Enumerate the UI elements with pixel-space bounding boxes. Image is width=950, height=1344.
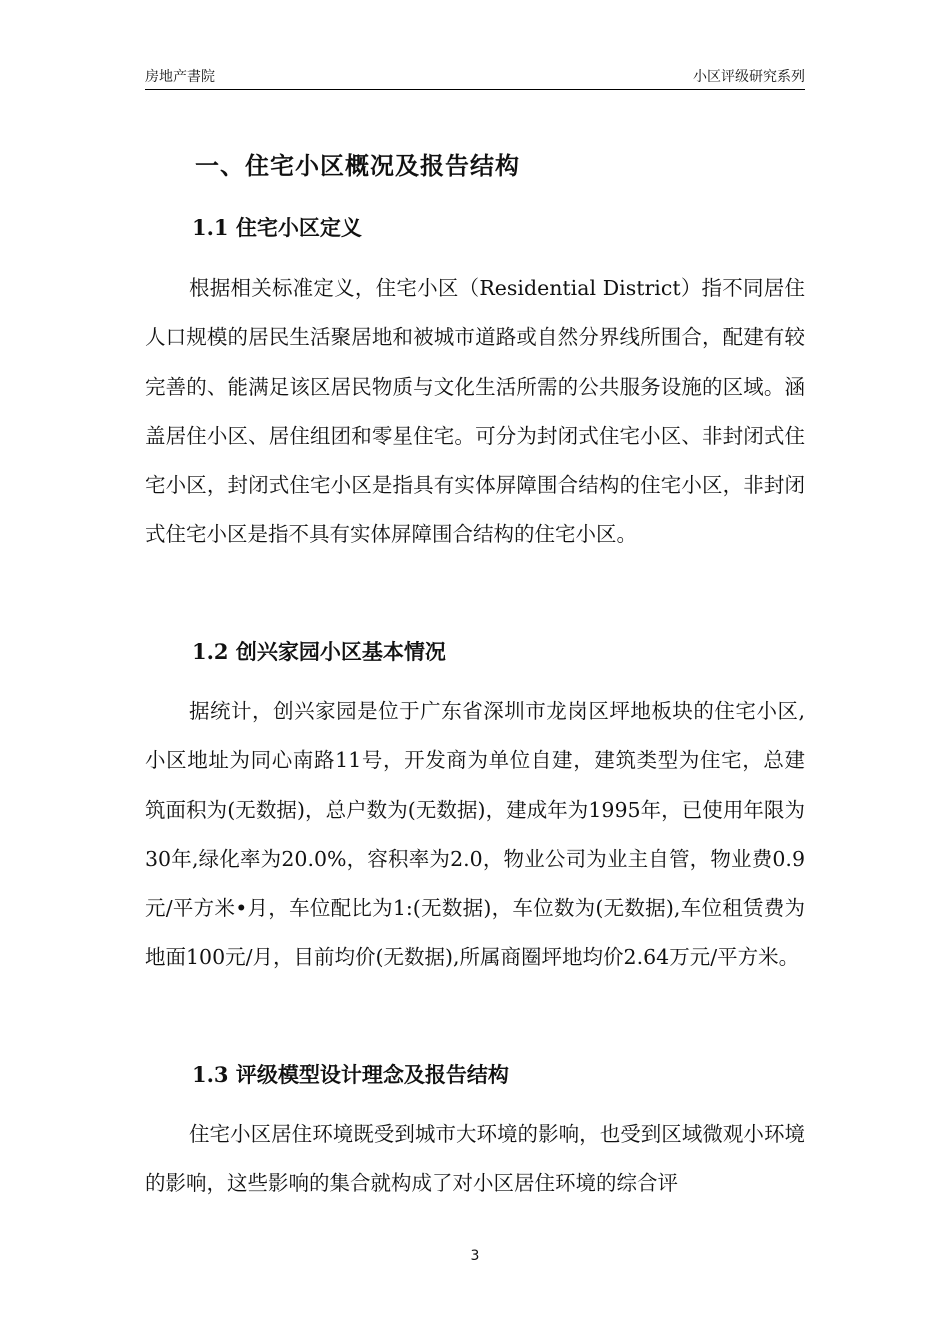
section-title: 一、住宅小区概况及报告结构 [195,151,520,180]
paragraph-definition: 根据相关标准定义，住宅小区（Residential District）指不同居住人口规模的居民生活聚居地和被城市道路或自然分界线所围合，配建有较完善的、能满足该区居民物质与文化生活所需的公共服务设施的区域。涵盖居住小区、居住组团和零星住宅。可分为封闭式住宅小区、非封闭式住宅小区，封闭式住宅小区是指具有实体屏障围合结构的住宅小区，非封闭式住宅小区是指不具有实体屏障围合结构的住宅小区。 [145,276,805,547]
header-publisher: 房地产書院 [145,69,215,85]
subsection-heading-1-1: 1.1 住宅小区定义 [192,215,362,240]
subsection-heading-1-3: 1.3 评级模型设计理念及报告结构 [192,1062,509,1087]
page-number: 3 [470,1248,480,1264]
subsection-heading-1-2: 1.2 创兴家园小区基本情况 [192,639,446,664]
header-series-title: 小区评级研究系列 [693,69,805,85]
page-header [145,66,805,88]
paragraph-basic-info: 据统计，创兴家园是位于广东省深圳市龙岗区坪地板块的住宅小区,小区地址为同心南路11号，开发商为单位自建，建筑类型为住宅，总建筑面积为(无数据)，总户数为(无数据)，建成年为1995年，已使用年限为30年,绿化率为20.0%，容积率为2.0，物业公司为业主自管，物业费0.9元/平方米•月，车位配比为1:(无数据)，车位数为(无数据),车位租赁费为地面100元/月，目前均价(无数据),所属商圈坪地均价2.64万元/平方米。 [145,699,805,970]
paragraph-model-design: 住宅小区居住环境既受到城市大环境的影响，也受到区域微观小环境的影响，这些影响的集合就构成了对小区居住环境的综合评 [145,1122,805,1196]
header-divider [145,89,805,90]
